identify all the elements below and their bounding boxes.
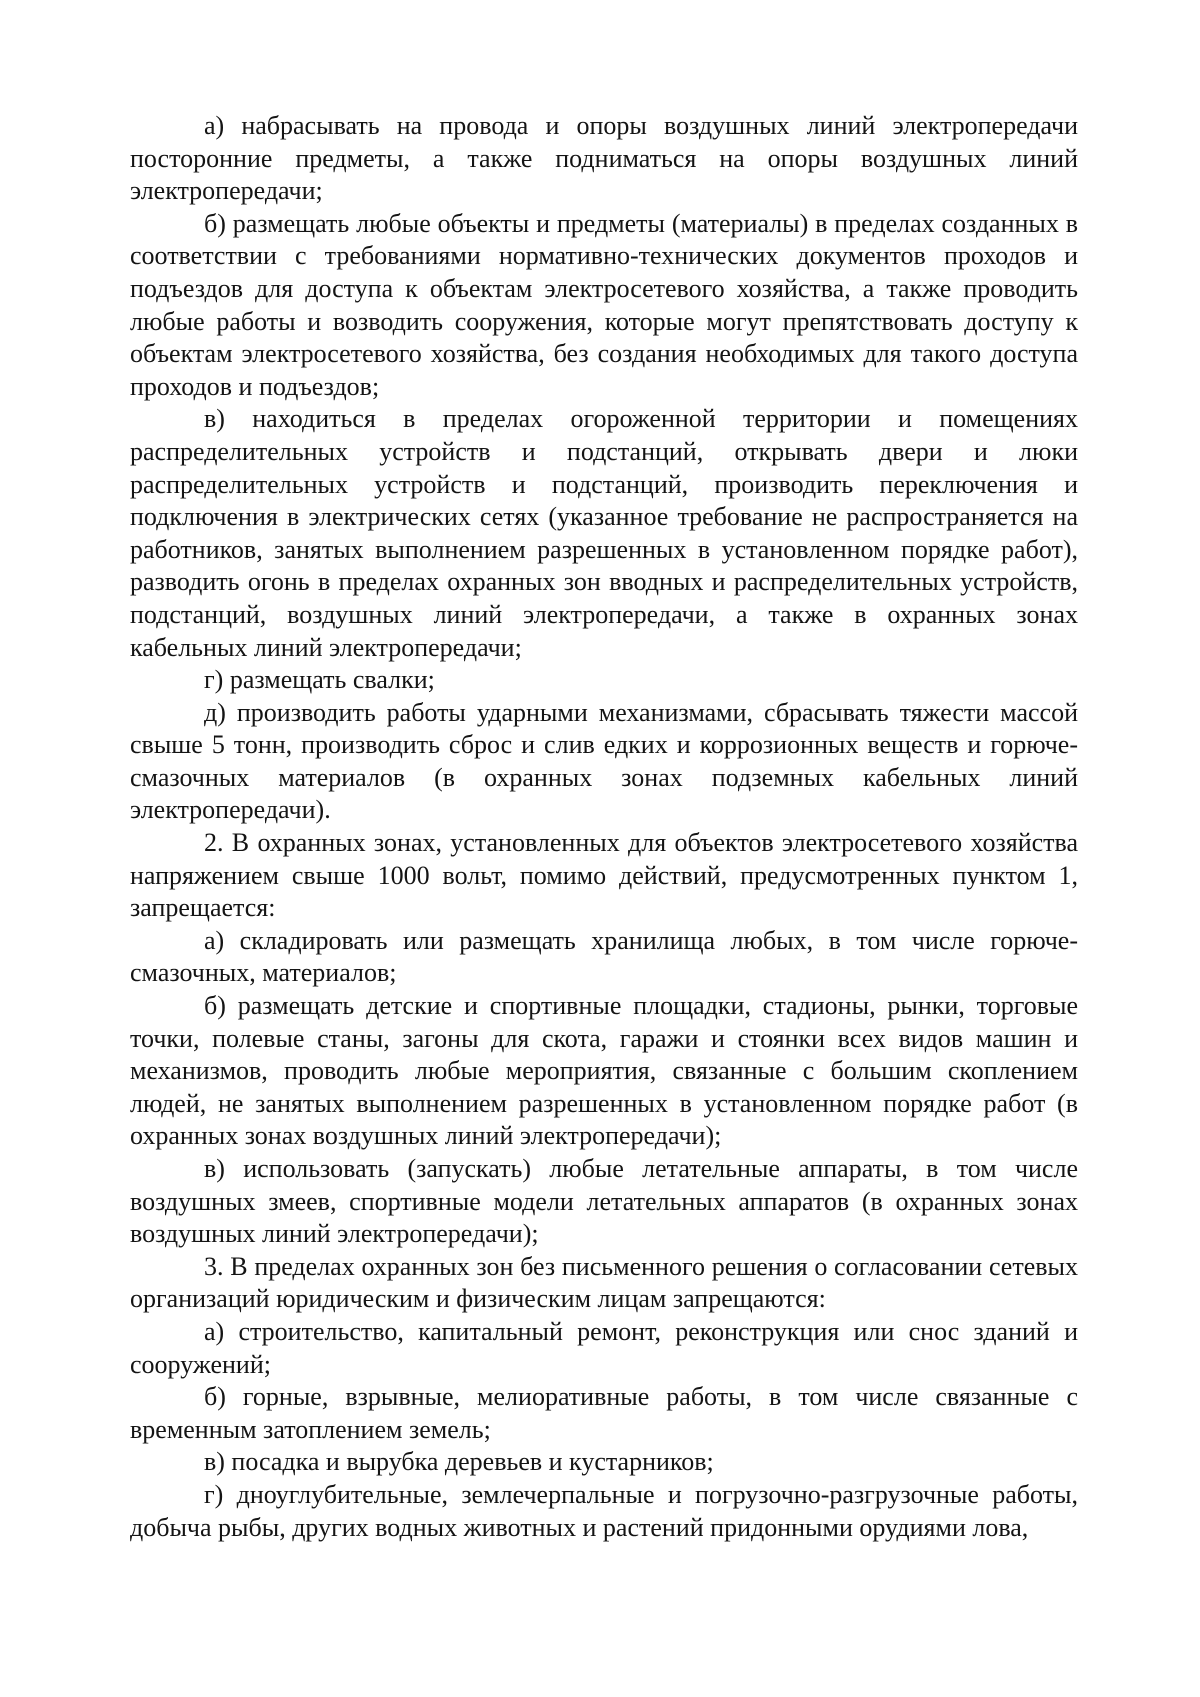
paragraph-d-impact-works: д) производить работы ударными механизмами, сбрасывать тяжести массой свыше 5 тонн, производить сброс и слив едких и коррозионных веществ и горюче-смазочных материалов (в охранных зонах подземных кабельных линий электропередачи).	[130, 697, 1078, 825]
paragraph-b-placing-objects: б) размещать любые объекты и предметы (материалы) в пределах созданных в соответствии с требованиями нормативно-технических документов проходов и подъездов для доступа к объектам электросетевого хозяйства, а также проводить любые работы и возводить сооружения, которые могут препятствовать доступу к объектам электросетевого хозяйства, без создания необходимых для такого доступа проходов и подъездов;	[130, 208, 1078, 401]
paragraph-2v-aircraft: в) использовать (запускать) любые летательные аппараты, в том числе воздушных змеев, спортивные модели летательных аппаратов (в охранных зонах воздушных линий электропередачи);	[130, 1154, 1078, 1249]
paragraph-2b-playgrounds: б) размещать детские и спортивные площадки, стадионы, рынки, торговые точки, полевые станы, загоны для скота, гаражи и стоянки всех видов машин и механизмов, проводить любые мероприятия, связанные с большим скоплением людей, не занятых выполнением разрешенных в установленном порядке работ (в охранных зонах воздушных линий электропередачи);	[130, 991, 1078, 1151]
paragraph-3-written-approval: 3. В пределах охранных зон без письменного решения о согласовании сетевых организаций юридическим и физическим лицам запрещаются:	[130, 1251, 1078, 1314]
paragraph-a-throwing-objects: а) набрасывать на провода и опоры воздушных линий электропередачи посторонние предметы, а также подниматься на опоры воздушных линий электропередачи;	[130, 111, 1078, 206]
paragraph-2a-storage: а) складировать или размещать хранилища любых, в том числе горюче-смазочных, материалов;	[130, 925, 1078, 988]
paragraph-3b-mining-works: б) горные, взрывные, мелиоративные работы, в том числе связанные с временным затоплением земель;	[130, 1382, 1078, 1444]
paragraph-3v-trees: в) посадка и вырубка деревьев и кустарников;	[204, 1447, 714, 1477]
paragraph-2-high-voltage-zones: 2. В охранных зонах, установленных для объектов электросетевого хозяйства напряжением свыше 1000 вольт, помимо действий, предусмотренных пунктом 1, запрещается:	[130, 828, 1078, 923]
paragraph-g-dumps: г) размещать свалки;	[204, 665, 435, 695]
paragraph-3g-dredging: г) дноуглубительные, землечерпальные и погрузочно-разгрузочные работы, добыча рыбы, других водных животных и растений придонными орудиями лова,	[130, 1479, 1078, 1542]
paragraph-3a-construction: а) строительство, капитальный ремонт, реконструкция или снос зданий и сооружений;	[130, 1316, 1078, 1379]
paragraph-v-substations: в) находиться в пределах огороженной территории и помещениях распределительных устройств и подстанций, открывать двери и люки распределительных устройств и подстанций, производить переключения и подключения в электрических сетях (указанное требование не распространяется на работников, занятых выполнением разрешенных в установленном порядке работ), разводить огонь в пределах охранных зон вводных и распределительных устройств, подстанций, воздушных линий электропередачи, а также в охранных зонах кабельных линий электропередачи;	[130, 404, 1078, 662]
document-page	[130, 110, 1078, 1544]
